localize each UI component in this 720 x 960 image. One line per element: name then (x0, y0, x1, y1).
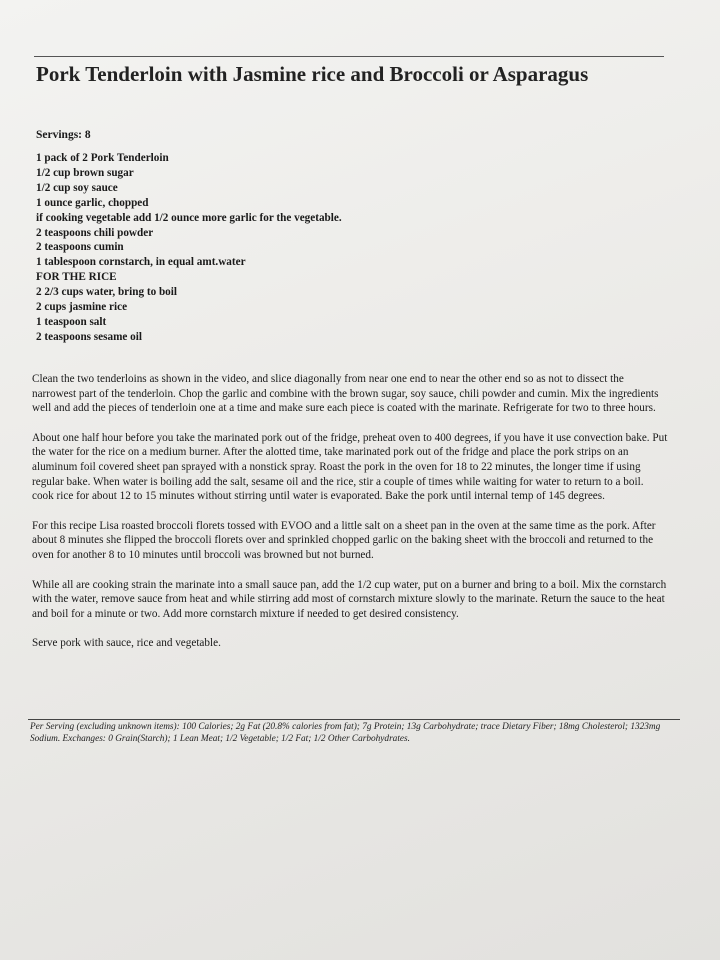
ingredient-item: 1/2 cup brown sugar (36, 166, 134, 179)
instruction-paragraph: For this recipe Lisa roasted broccoli florets tossed with EVOO and a little salt on a sheet pan in the oven at the same time as the pork. After about 8 minutes she flipped the broccoli florets over and sprinkled chopped garlic on the baking sheet with the broccoli and returned to the oven for another 8 to 10 minutes until broccoli was browned but not burned. (32, 519, 656, 561)
bottom-divider (28, 719, 680, 720)
ingredient-item: 2 2/3 cups water, bring to boil (36, 286, 177, 299)
ingredient-list (36, 151, 342, 345)
ingredient-item: 1 ounce garlic, chopped (36, 196, 149, 209)
ingredient-item: 2 teaspoons cumin (36, 241, 124, 254)
recipe-title: Pork Tenderloin with Jasmine rice and Broccoli or Asparagus (36, 62, 589, 86)
ingredient-item: 1 tablespoon cornstarch, in equal amt.water (36, 256, 246, 269)
ingredient-item: 1/2 cup soy sauce (36, 181, 118, 194)
ingredient-item: if cooking vegetable add 1/2 ounce more garlic for the vegetable. (36, 211, 342, 224)
nutrition-info: Per Serving (excluding unknown items): 100 Calories; 2g Fat (20.8% calories from fat); 7g Protein; 13g Carbohydrate; trace Dietary Fiber; 18mg Cholesterol; 1323mg Sodium. Exchanges: 0 Grain(Starch); 1 Lean Meat; 1/2 Vegetable; 1/2 Fat; 1/2 Other Carbohydrates. (30, 722, 661, 744)
instruction-paragraph: While all are cooking strain the marinate into a small sauce pan, add the 1/2 cup water, put on a burner and bring to a boil. Mix the cornstarch with the water, remove sauce from heat and while stirring add most of cornstarch mixture slowly to the marinate. Return the sauce to the heat and boil for a minute or two. Add more cornstarch mixture if needed to get desired consistency. (32, 578, 667, 620)
ingredient-item: 1 teaspoon salt (36, 315, 107, 328)
servings: Servings: 8 (36, 129, 91, 141)
ingredient-item: 2 teaspoons sesame oil (36, 330, 142, 343)
instructions (32, 372, 668, 666)
instruction-paragraph: About one half hour before you take the marinated pork out of the fridge, preheat oven to 400 degrees, if you have it use convection bake. Put the water for the rice on a medium burner. After the alotted time, take marinated pork out of the fridge and place the pork strips on an aluminum foil covered sheet pan sprayed with a nonstick spray. Roast the pork in the oven for 18 to 22 minutes, the longer time if using regular bake. When water is boiling add the salt, sesame oil and the rice, stir a couple of times while waiting for water to return to a boil. cook rice for about 12 to 15 minutes without stirring until water is evaporated. Bake the pork until internal temp of 145 degrees. (32, 431, 668, 503)
ingredient-item: 2 cups jasmine rice (36, 301, 128, 314)
ingredient-item: 2 teaspoons chili powder (36, 226, 154, 239)
ingredient-item: 1 pack of 2 Pork Tenderloin (36, 152, 169, 164)
instruction-paragraph: Clean the two tenderloins as shown in the video, and slice diagonally from near one end to near the other end so as not to dissect the narrowest part of the tenderloin. Chop the garlic and combine with the brown sugar, soy sauce, chili powder and cumin. Mix the ingredients well and add the pieces of tenderloin one at a time and make sure each piece is coated with the marinate. Refrigerate for two to three hours. (32, 373, 659, 415)
ingredient-section-heading: FOR THE RICE (36, 271, 117, 284)
top-divider (34, 56, 664, 57)
instruction-paragraph: Serve pork with sauce, rice and vegetable. (32, 637, 221, 650)
